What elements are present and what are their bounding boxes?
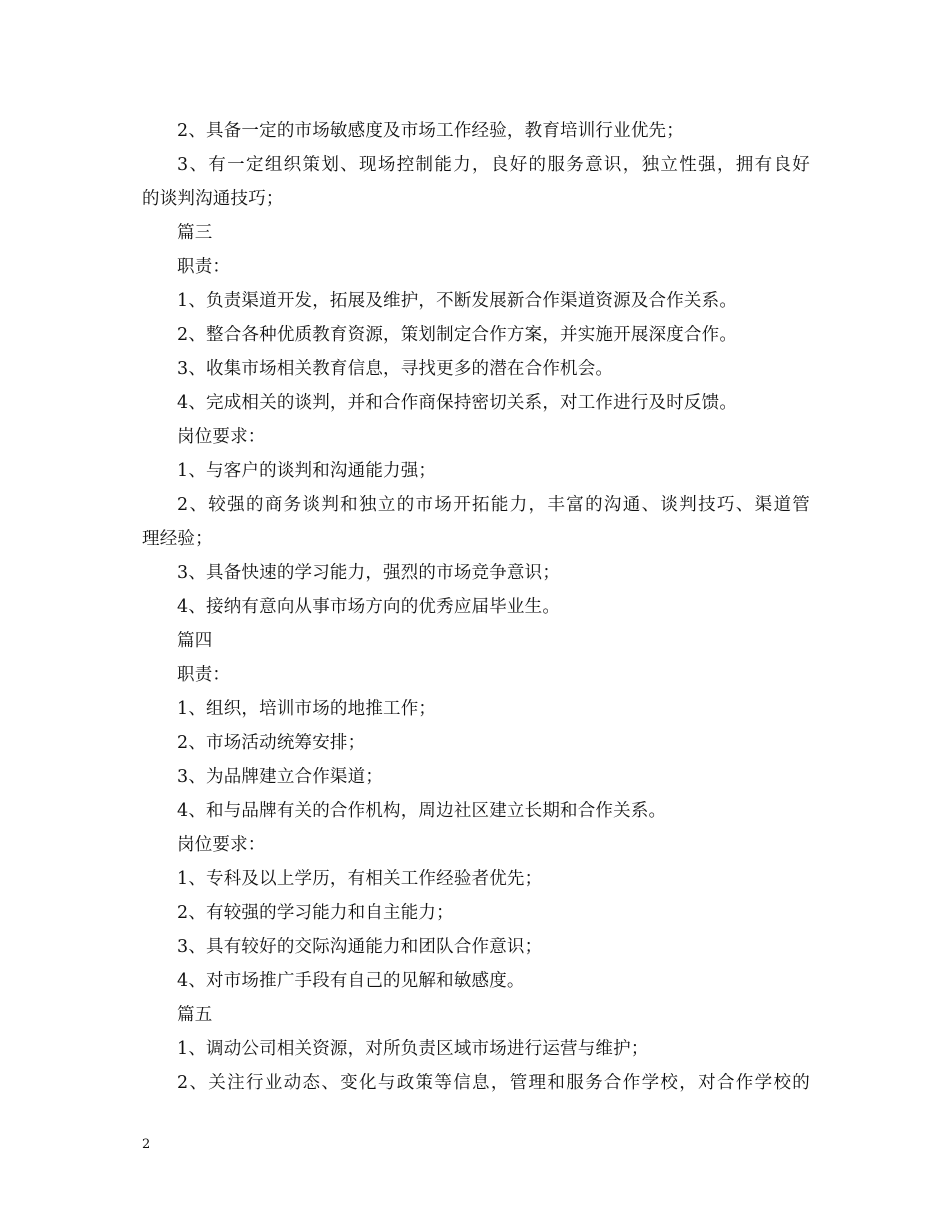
subsection-heading: 岗位要求： xyxy=(177,835,266,855)
duty-item: 1、调动公司相关资源，对所负责区域市场进行运营与维护； xyxy=(177,1039,649,1059)
requirement-item: 4、对市场推广手段有自己的见解和敏感度。 xyxy=(177,971,525,991)
requirement-item-continuation: 理经验； xyxy=(142,529,213,549)
subsection-heading: 岗位要求： xyxy=(177,427,266,447)
section-heading: 篇四 xyxy=(177,631,213,651)
duty-item: 3、为品牌建立合作渠道； xyxy=(177,767,384,787)
subsection-heading: 职责： xyxy=(177,665,231,685)
requirement-item-continuation: 的谈判沟通技巧； xyxy=(142,189,284,209)
section-heading: 篇三 xyxy=(177,223,213,243)
duty-item: 2、关注行业动态、变化与政策等信息，管理和服务合作学校，对合作学校的 xyxy=(177,1073,810,1093)
page-number: 2 xyxy=(142,1137,151,1152)
requirement-item: 2、具备一定的市场敏感度及市场工作经验，教育培训行业优先； xyxy=(177,121,684,141)
requirement-item: 2、较强的商务谈判和独立的市场开拓能力，丰富的沟通、谈判技巧、渠道管 xyxy=(177,495,810,515)
document-body xyxy=(142,114,810,1100)
duty-item: 2、市场活动统筹安排； xyxy=(177,733,366,753)
requirement-item: 2、有较强的学习能力和自主能力； xyxy=(177,903,454,923)
requirement-item: 1、与客户的谈判和沟通能力强； xyxy=(177,461,437,481)
requirement-item: 4、接纳有意向从事市场方向的优秀应届毕业生。 xyxy=(177,597,561,617)
duty-item: 4、完成相关的谈判，并和合作商保持密切关系，对工作进行及时反馈。 xyxy=(177,393,738,413)
duty-item: 2、整合各种优质教育资源，策划制定合作方案，并实施开展深度合作。 xyxy=(177,325,738,345)
requirement-item: 1、专科及以上学历，有相关工作经验者优先； xyxy=(177,869,543,889)
requirement-item: 3、具备快速的学习能力，强烈的市场竞争意识； xyxy=(177,563,561,583)
section-heading: 篇五 xyxy=(177,1005,213,1025)
duty-item: 3、收集市场相关教育信息，寻找更多的潜在合作机会。 xyxy=(177,359,614,379)
requirement-item: 3、具有较好的交际沟通能力和团队合作意识； xyxy=(177,937,543,957)
duty-item: 1、负责渠道开发，拓展及维护，不断发展新合作渠道资源及合作关系。 xyxy=(177,291,738,311)
duty-item: 4、和与品牌有关的合作机构，周边社区建立长期和合作关系。 xyxy=(177,801,667,821)
requirement-item: 3、有一定组织策划、现场控制能力，良好的服务意识，独立性强，拥有良好 xyxy=(177,155,810,175)
subsection-heading: 职责： xyxy=(177,257,231,277)
duty-item: 1、组织，培训市场的地推工作； xyxy=(177,699,437,719)
